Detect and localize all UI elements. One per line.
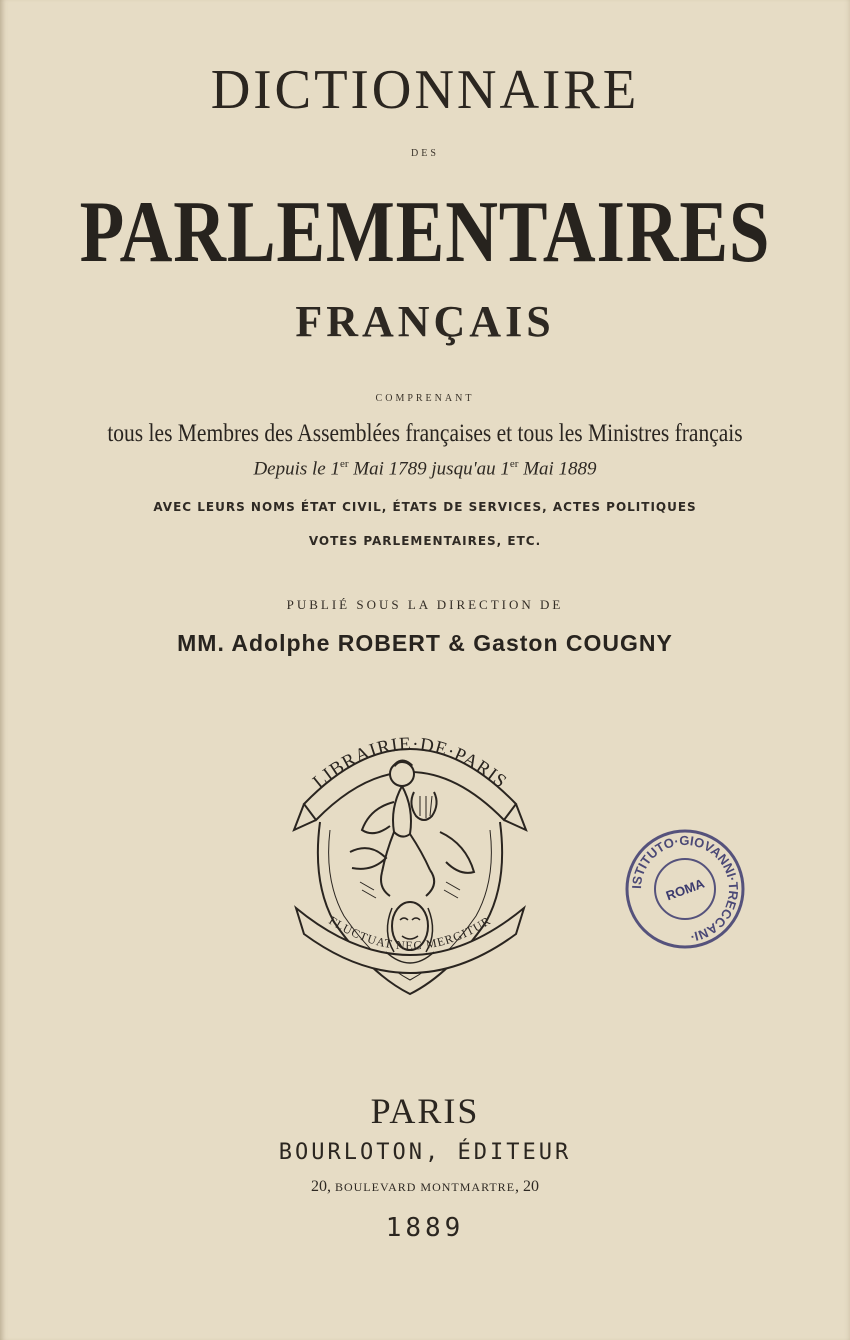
date-range-b: Mai 1789 jusqu'au 1 [348,458,510,480]
stamp-center-text: ROMA [663,875,707,904]
emblem-motto: FLUCTUAT NEC MERGITUR [326,913,494,953]
date-range-c: Mai 1889 [518,458,597,480]
imprint-city: PARIS [370,1091,480,1131]
date-range [0,458,850,480]
date-range-sup2: er [509,458,519,470]
imprint-address-street: BOULEVARD MONTMARTRE [334,1180,516,1194]
title-francais: FRANÇAIS [295,297,555,346]
title-des: DES [411,148,439,159]
imprint-address [0,1178,850,1196]
title-parlementaires: PARLEMENTAIRES [79,184,771,281]
details-line-2: VOTES PARLEMENTAIRES, ETC. [308,534,542,548]
imprint-year: 1889 [385,1213,465,1243]
details-line-1: AVEC LEURS NOMS ÉTAT CIVIL, ÉTATS DE SERVICES, ACTES POLITIQUES [153,500,697,514]
librairie-de-paris-emblem [290,712,530,1012]
title-dictionnaire: DICTIONNAIRE [210,59,640,121]
emblem-banner-text: LIBRAIRIE·DE·PARIS [309,733,512,793]
publie-label: PUBLIÉ SOUS LA DIRECTION DE [286,597,564,612]
library-stamp [622,826,748,952]
stamp-ring-text: ISTITUTO·GIOVANNI·TRECCANI· [628,832,742,945]
subtitle: tous les Membres des Assemblées françaises et tous les Ministres français [107,420,743,447]
authors: MM. Adolphe ROBERT & Gaston COUGNY [177,630,673,656]
imprint-address-num1: 20, [310,1178,335,1195]
date-range-a: Depuis le 1 [253,458,340,480]
date-range-sup1: er [340,458,349,470]
imprint-publisher: BOURLOTON, ÉDITEUR [278,1140,572,1165]
comprenant-label: COMPRENANT [375,393,475,404]
imprint-address-num2: , 20 [515,1178,540,1195]
